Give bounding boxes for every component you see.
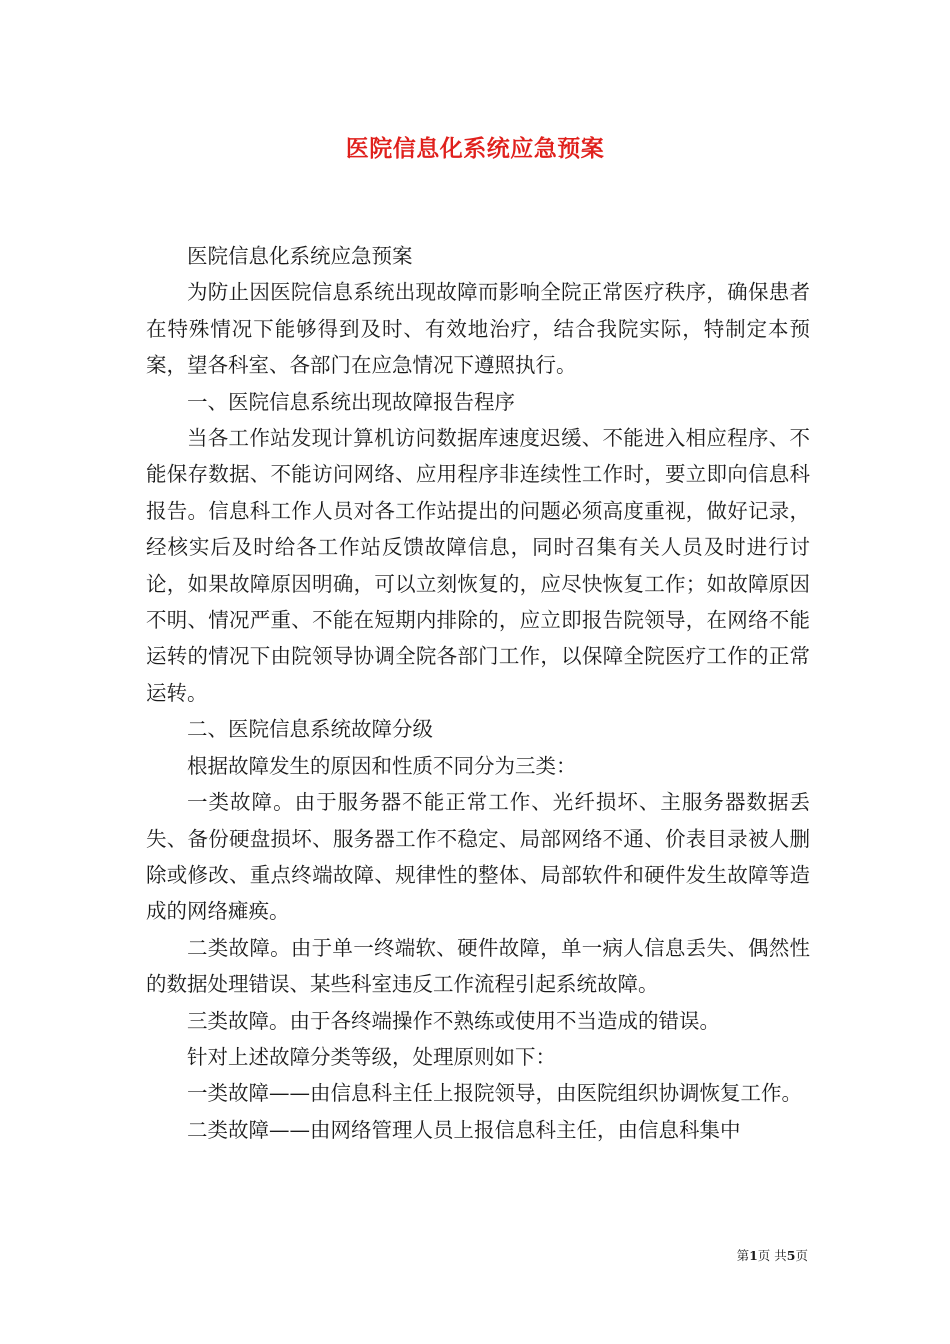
document-body bbox=[146, 238, 810, 1148]
document-title: 医院信息化系统应急预案 bbox=[345, 135, 605, 162]
footer-suffix: 页 bbox=[795, 1248, 808, 1263]
paragraph-class-2: 二类故障。由于单一终端软、硬件故障，单一病人信息丢失、偶然性的数据处理错误、某些科室违反工作流程引起系统故障。 bbox=[146, 935, 810, 997]
paragraph-classification-intro: 根据故障发生的原因和性质不同分为三类： bbox=[187, 753, 577, 778]
paragraph-principle-1: 一类故障——由信息科主任上报院领导，由医院组织协调恢复工作。 bbox=[187, 1081, 802, 1106]
paragraph-principles-intro: 针对上述故障分类等级，处理原则如下： bbox=[187, 1044, 556, 1069]
paragraph-report-procedure: 当各工作站发现计算机访问数据库速度迟缓、不能进入相应程序、不能保存数据、不能访问网络、应用程序非连续性工作时，要立即向信息科报告。信息科工作人员对各工作站提出的问题必须高度重视，做好记录，经核实后及时给各工作站反馈故障信息，同时召集有关人员及时进行讨论，如果故障原因明确，可以立刻恢复的，应尽快恢复工作；如故障原因不明、情况严重、不能在短期内排除的，应立即报告院领导，在网络不能运转的情况下由院领导协调全院各部门工作，以保障全院医疗工作的正常运转。 bbox=[146, 426, 810, 705]
footer-middle: 页 共 bbox=[757, 1248, 787, 1263]
page-number-footer bbox=[700, 1248, 808, 1264]
paragraph-subtitle: 医院信息化系统应急预案 bbox=[187, 244, 413, 268]
footer-current-page: 1 bbox=[749, 1248, 758, 1263]
paragraph-class-1: 一类故障。由于服务器不能正常工作、光纤损坏、主服务器数据丢失、备份硬盘损坏、服务器工作不稳定、局部网络不通、价表目录被人删除或修改、重点终端故障、规律性的整体、局部软件和硬件发生故障等造成的网络瘫痪。 bbox=[146, 790, 810, 924]
paragraph-class-3: 三类故障。由于各终端操作不熟练或使用不当造成的错误。 bbox=[187, 1008, 720, 1033]
section-heading-1: 一、医院信息系统出现故障报告程序 bbox=[187, 389, 515, 414]
footer-total-pages: 5 bbox=[786, 1248, 796, 1263]
section-heading-2: 二、医院信息系统故障分级 bbox=[187, 717, 433, 742]
footer-prefix: 第 bbox=[736, 1248, 750, 1263]
paragraph-principle-2: 二类故障——由网络管理人员上报信息科主任，由信息科集中 bbox=[187, 1117, 741, 1142]
paragraph-intro: 为防止因医院信息系统出现故障而影响全院正常医疗秩序，确保患者在特殊情况下能够得到及时、有效地治疗，结合我院实际，特制定本预案，望各科室、各部门在应急情况下遵照执行。 bbox=[146, 280, 810, 378]
